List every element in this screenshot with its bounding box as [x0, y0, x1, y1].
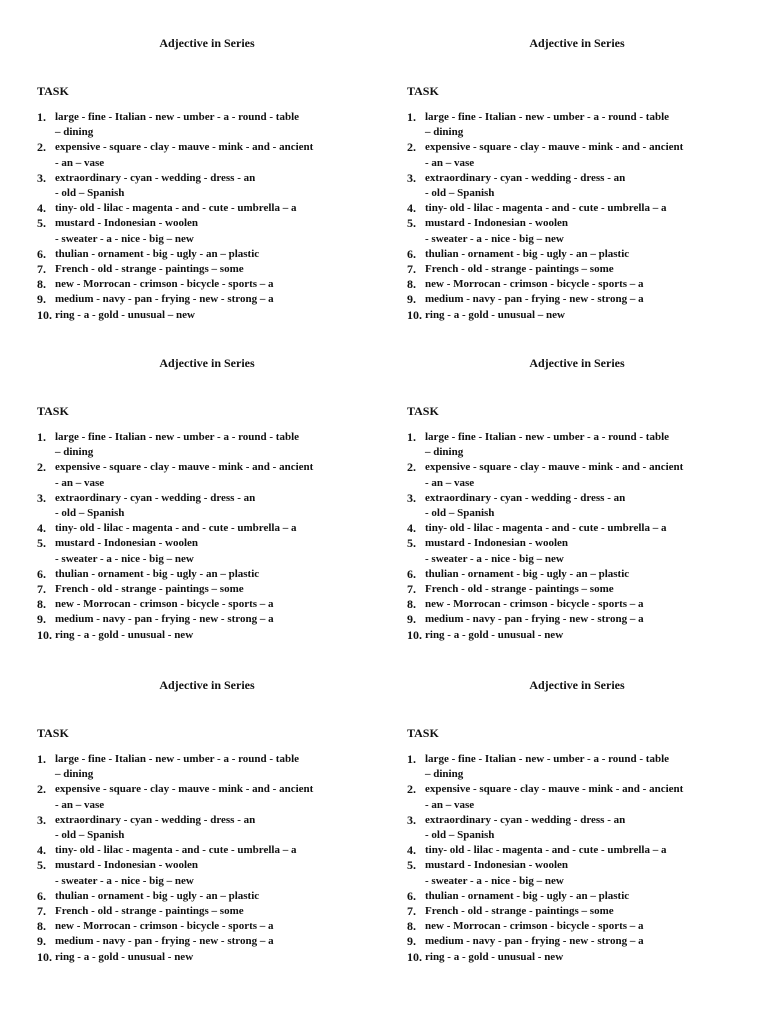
- item-text: medium - navy - pan - frying - new - strong – a: [55, 293, 274, 306]
- item-text: expensive - square - clay - mauve - mink - and - ancient: [425, 461, 684, 474]
- item-text-continued: - an – vase: [425, 156, 475, 169]
- list-item: [407, 813, 747, 843]
- list-item: [407, 582, 747, 597]
- list-item: [407, 201, 747, 216]
- item-text: ring - a - gold - unusual – new: [55, 308, 195, 321]
- list-item: [37, 858, 377, 888]
- list-item: [407, 752, 747, 782]
- card-title: Adjective in Series: [529, 36, 625, 50]
- list-item: [37, 536, 377, 566]
- item-number: 5.: [407, 858, 416, 873]
- worksheet-card: [407, 678, 747, 968]
- item-text: French - old - strange - paintings – some: [425, 905, 614, 918]
- list-item: [407, 567, 747, 582]
- item-text-continued: - sweater - a - nice - big – new: [425, 232, 564, 245]
- item-number: 9.: [407, 612, 416, 627]
- item-text: French - old - strange - paintings – some: [55, 583, 244, 596]
- list-item: [37, 140, 377, 170]
- item-text-continued: - an – vase: [55, 798, 105, 811]
- item-text: medium - navy - pan - frying - new - strong – a: [425, 613, 644, 626]
- item-text-continued: – dining: [425, 446, 464, 459]
- list-item: [407, 521, 747, 536]
- list-item: [407, 460, 747, 490]
- list-item: [37, 813, 377, 843]
- item-number: 4.: [407, 521, 416, 536]
- item-text: extraordinary - cyan - wedding - dress - an: [425, 171, 626, 184]
- item-text-continued: – dining: [425, 126, 464, 139]
- item-text-continued: - an – vase: [425, 476, 475, 489]
- item-text: expensive - square - clay - mauve - mink - and - ancient: [55, 461, 314, 474]
- list-item: [37, 277, 377, 292]
- list-item: [37, 843, 377, 858]
- card-title: Adjective in Series: [159, 356, 255, 370]
- task-heading: TASK: [37, 84, 69, 98]
- item-number: 6.: [37, 566, 46, 581]
- item-text-continued: - an – vase: [55, 156, 105, 169]
- worksheet-card: [407, 36, 747, 326]
- item-number: 6.: [407, 888, 416, 903]
- item-text: ring - a - gold - unusual - new: [55, 950, 194, 963]
- list-item: [37, 567, 377, 582]
- list-item: [37, 904, 377, 919]
- item-text: new - Morrocan - crimson - bicycle - sports – a: [55, 598, 274, 611]
- task-list: [407, 110, 747, 323]
- item-number: 10.: [37, 307, 52, 322]
- list-item: [37, 521, 377, 536]
- item-text-continued: - old – Spanish: [55, 507, 125, 520]
- list-item: [37, 201, 377, 216]
- item-text-continued: - sweater - a - nice - big – new: [425, 874, 564, 887]
- item-text: new - Morrocan - crimson - bicycle - sports – a: [55, 920, 274, 933]
- list-item: [37, 171, 377, 201]
- item-text: mustard - Indonesian - woolen: [425, 217, 569, 230]
- item-text-continued: – dining: [425, 768, 464, 781]
- item-number: 3.: [407, 812, 416, 827]
- list-item: [407, 171, 747, 201]
- card-title: Adjective in Series: [159, 678, 255, 692]
- list-item: [407, 247, 747, 262]
- list-item: [407, 292, 747, 307]
- item-text: extraordinary - cyan - wedding - dress - an: [55, 813, 256, 826]
- item-text: thulian - ornament - big - ugly - an – plastic: [425, 889, 630, 902]
- item-text: expensive - square - clay - mauve - mink - and - ancient: [425, 141, 684, 154]
- item-number: 8.: [37, 597, 46, 612]
- item-text-continued: - old – Spanish: [425, 829, 495, 842]
- item-text-continued: – dining: [55, 126, 94, 139]
- task-heading: TASK: [407, 726, 439, 740]
- item-text: French - old - strange - paintings – some: [55, 905, 244, 918]
- item-number: 8.: [37, 277, 46, 292]
- item-text: ring - a - gold - unusual - new: [425, 950, 564, 963]
- item-number: 9.: [37, 292, 46, 307]
- item-text-continued: - old – Spanish: [425, 187, 495, 200]
- item-text: expensive - square - clay - mauve - mink - and - ancient: [55, 783, 314, 796]
- item-text: thulian - ornament - big - ugly - an – plastic: [55, 567, 260, 580]
- item-number: 8.: [407, 919, 416, 934]
- item-text: mustard - Indonesian - woolen: [425, 859, 569, 872]
- item-text-continued: – dining: [55, 768, 94, 781]
- list-item: [37, 460, 377, 490]
- list-item: [37, 491, 377, 521]
- item-number: 7.: [37, 582, 46, 597]
- item-number: 5.: [37, 216, 46, 231]
- item-number: 1.: [37, 752, 46, 766]
- item-text: thulian - ornament - big - ugly - an – plastic: [425, 567, 630, 580]
- task-list: [407, 430, 747, 643]
- task-heading: TASK: [37, 404, 69, 418]
- task-list: [37, 110, 377, 323]
- item-number: 7.: [37, 262, 46, 277]
- item-number: 10.: [37, 627, 52, 642]
- item-text: French - old - strange - paintings – some: [425, 263, 614, 276]
- list-item: [37, 430, 377, 460]
- list-item: [407, 782, 747, 812]
- item-number: 4.: [37, 201, 46, 216]
- item-number: 5.: [37, 858, 46, 873]
- item-text: mustard - Indonesian - woolen: [425, 537, 569, 550]
- item-text: large - fine - Italian - new - umber - a - round - table: [55, 111, 300, 123]
- item-number: 5.: [407, 536, 416, 551]
- list-item: [407, 934, 747, 949]
- item-text: medium - navy - pan - frying - new - strong – a: [55, 935, 274, 948]
- list-item: [407, 262, 747, 277]
- item-number: 9.: [37, 934, 46, 949]
- list-item: [407, 919, 747, 934]
- list-item: [407, 628, 747, 643]
- item-number: 8.: [407, 277, 416, 292]
- task-heading: TASK: [407, 84, 439, 98]
- item-number: 3.: [37, 812, 46, 827]
- item-number: 4.: [407, 843, 416, 858]
- item-text: extraordinary - cyan - wedding - dress - an: [55, 491, 256, 504]
- item-text: expensive - square - clay - mauve - mink - and - ancient: [55, 141, 314, 154]
- item-text: new - Morrocan - crimson - bicycle - sports – a: [425, 920, 644, 933]
- item-text: new - Morrocan - crimson - bicycle - sports – a: [55, 278, 274, 291]
- item-number: 10.: [407, 307, 422, 322]
- task-list: [37, 430, 377, 643]
- item-text: tiny- old - lilac - magenta - and - cute - umbrella – a: [55, 522, 297, 535]
- item-text-continued: - sweater - a - nice - big – new: [55, 232, 194, 245]
- item-text: ring - a - gold - unusual - new: [55, 628, 194, 641]
- item-text: expensive - square - clay - mauve - mink - and - ancient: [425, 783, 684, 796]
- list-item: [407, 612, 747, 627]
- item-text-continued: - old – Spanish: [425, 507, 495, 520]
- task-list: [407, 752, 747, 965]
- item-text: mustard - Indonesian - woolen: [55, 859, 199, 872]
- card-title: Adjective in Series: [159, 36, 255, 50]
- item-text: medium - navy - pan - frying - new - strong – a: [55, 613, 274, 626]
- item-number: 3.: [407, 170, 416, 185]
- item-text: thulian - ornament - big - ugly - an – plastic: [55, 889, 260, 902]
- item-text-continued: - sweater - a - nice - big – new: [55, 552, 194, 565]
- card-title: Adjective in Series: [529, 678, 625, 692]
- item-text-continued: - sweater - a - nice - big – new: [55, 874, 194, 887]
- list-item: [407, 140, 747, 170]
- list-item: [37, 262, 377, 277]
- item-number: 7.: [407, 904, 416, 919]
- item-number: 3.: [37, 490, 46, 505]
- item-text: new - Morrocan - crimson - bicycle - sports – a: [425, 598, 644, 611]
- item-text: tiny- old - lilac - magenta - and - cute - umbrella – a: [55, 202, 297, 215]
- item-text-continued: – dining: [55, 446, 94, 459]
- list-item: [37, 110, 377, 140]
- item-number: 1.: [407, 110, 416, 124]
- list-item: [407, 110, 747, 140]
- worksheet-card: [37, 678, 377, 968]
- item-text-continued: - an – vase: [425, 798, 475, 811]
- item-number: 5.: [407, 216, 416, 231]
- worksheet-card: [407, 356, 747, 646]
- list-item: [37, 292, 377, 307]
- item-text: large - fine - Italian - new - umber - a - round - table: [425, 111, 670, 123]
- item-number: 10.: [407, 949, 422, 964]
- item-number: 10.: [407, 627, 422, 642]
- item-number: 1.: [37, 430, 46, 444]
- list-item: [37, 752, 377, 782]
- item-text: tiny- old - lilac - magenta - and - cute - umbrella – a: [55, 844, 297, 857]
- item-text: mustard - Indonesian - woolen: [55, 537, 199, 550]
- item-text-continued: - an – vase: [55, 476, 105, 489]
- item-number: 10.: [37, 949, 52, 964]
- item-text: tiny- old - lilac - magenta - and - cute - umbrella – a: [425, 844, 667, 857]
- list-item: [37, 247, 377, 262]
- list-item: [407, 843, 747, 858]
- item-number: 1.: [407, 752, 416, 766]
- list-item: [37, 934, 377, 949]
- card-title: Adjective in Series: [529, 356, 625, 370]
- item-number: 3.: [37, 170, 46, 185]
- item-number: 7.: [37, 904, 46, 919]
- item-text: tiny- old - lilac - magenta - and - cute - umbrella – a: [425, 522, 667, 535]
- list-item: [37, 782, 377, 812]
- item-number: 6.: [37, 246, 46, 261]
- item-text-continued: - sweater - a - nice - big – new: [425, 552, 564, 565]
- item-number: 8.: [37, 919, 46, 934]
- item-number: 2.: [37, 140, 46, 155]
- item-text: new - Morrocan - crimson - bicycle - sports – a: [425, 278, 644, 291]
- item-text: large - fine - Italian - new - umber - a - round - table: [425, 753, 670, 765]
- item-text: large - fine - Italian - new - umber - a - round - table: [425, 431, 670, 443]
- list-item: [407, 904, 747, 919]
- item-number: 4.: [407, 201, 416, 216]
- item-number: 8.: [407, 597, 416, 612]
- item-text: ring - a - gold - unusual – new: [425, 308, 565, 321]
- item-text: ring - a - gold - unusual - new: [425, 628, 564, 641]
- list-item: [37, 950, 377, 965]
- item-text: French - old - strange - paintings – some: [55, 263, 244, 276]
- task-heading: TASK: [407, 404, 439, 418]
- item-number: 4.: [37, 521, 46, 536]
- item-text: mustard - Indonesian - woolen: [55, 217, 199, 230]
- item-number: 3.: [407, 490, 416, 505]
- item-number: 2.: [37, 460, 46, 475]
- item-number: 9.: [407, 292, 416, 307]
- item-number: 9.: [37, 612, 46, 627]
- list-item: [37, 216, 377, 246]
- list-item: [37, 628, 377, 643]
- list-item: [407, 277, 747, 292]
- worksheet-card: [37, 356, 377, 646]
- list-item: [37, 597, 377, 612]
- list-item: [407, 491, 747, 521]
- item-number: 6.: [37, 888, 46, 903]
- item-number: 2.: [407, 782, 416, 797]
- list-item: [407, 950, 747, 965]
- list-item: [37, 889, 377, 904]
- item-text: large - fine - Italian - new - umber - a - round - table: [55, 431, 300, 443]
- item-text: tiny- old - lilac - magenta - and - cute - umbrella – a: [425, 202, 667, 215]
- item-text: medium - navy - pan - frying - new - strong – a: [425, 935, 644, 948]
- list-item: [407, 597, 747, 612]
- list-item: [407, 430, 747, 460]
- item-number: 2.: [37, 782, 46, 797]
- item-number: 2.: [407, 140, 416, 155]
- item-text: medium - navy - pan - frying - new - strong – a: [425, 293, 644, 306]
- list-item: [407, 536, 747, 566]
- item-number: 1.: [37, 110, 46, 124]
- list-item: [407, 308, 747, 323]
- list-item: [37, 919, 377, 934]
- item-number: 5.: [37, 536, 46, 551]
- item-number: 7.: [407, 582, 416, 597]
- item-text-continued: - old – Spanish: [55, 829, 125, 842]
- item-number: 9.: [407, 934, 416, 949]
- list-item: [407, 889, 747, 904]
- item-number: 6.: [407, 566, 416, 581]
- item-number: 1.: [407, 430, 416, 444]
- item-text-continued: - old – Spanish: [55, 187, 125, 200]
- item-text: extraordinary - cyan - wedding - dress - an: [425, 491, 626, 504]
- item-number: 7.: [407, 262, 416, 277]
- item-text: large - fine - Italian - new - umber - a - round - table: [55, 753, 300, 765]
- item-text: extraordinary - cyan - wedding - dress - an: [425, 813, 626, 826]
- list-item: [407, 216, 747, 246]
- list-item: [37, 308, 377, 323]
- task-heading: TASK: [37, 726, 69, 740]
- task-list: [37, 752, 377, 965]
- list-item: [37, 582, 377, 597]
- list-item: [37, 612, 377, 627]
- item-text: thulian - ornament - big - ugly - an – plastic: [55, 247, 260, 260]
- item-text: extraordinary - cyan - wedding - dress - an: [55, 171, 256, 184]
- item-number: 2.: [407, 460, 416, 475]
- worksheet-card: [37, 36, 377, 326]
- item-text: French - old - strange - paintings – some: [425, 583, 614, 596]
- item-number: 6.: [407, 246, 416, 261]
- item-number: 4.: [37, 843, 46, 858]
- item-text: thulian - ornament - big - ugly - an – plastic: [425, 247, 630, 260]
- list-item: [407, 858, 747, 888]
